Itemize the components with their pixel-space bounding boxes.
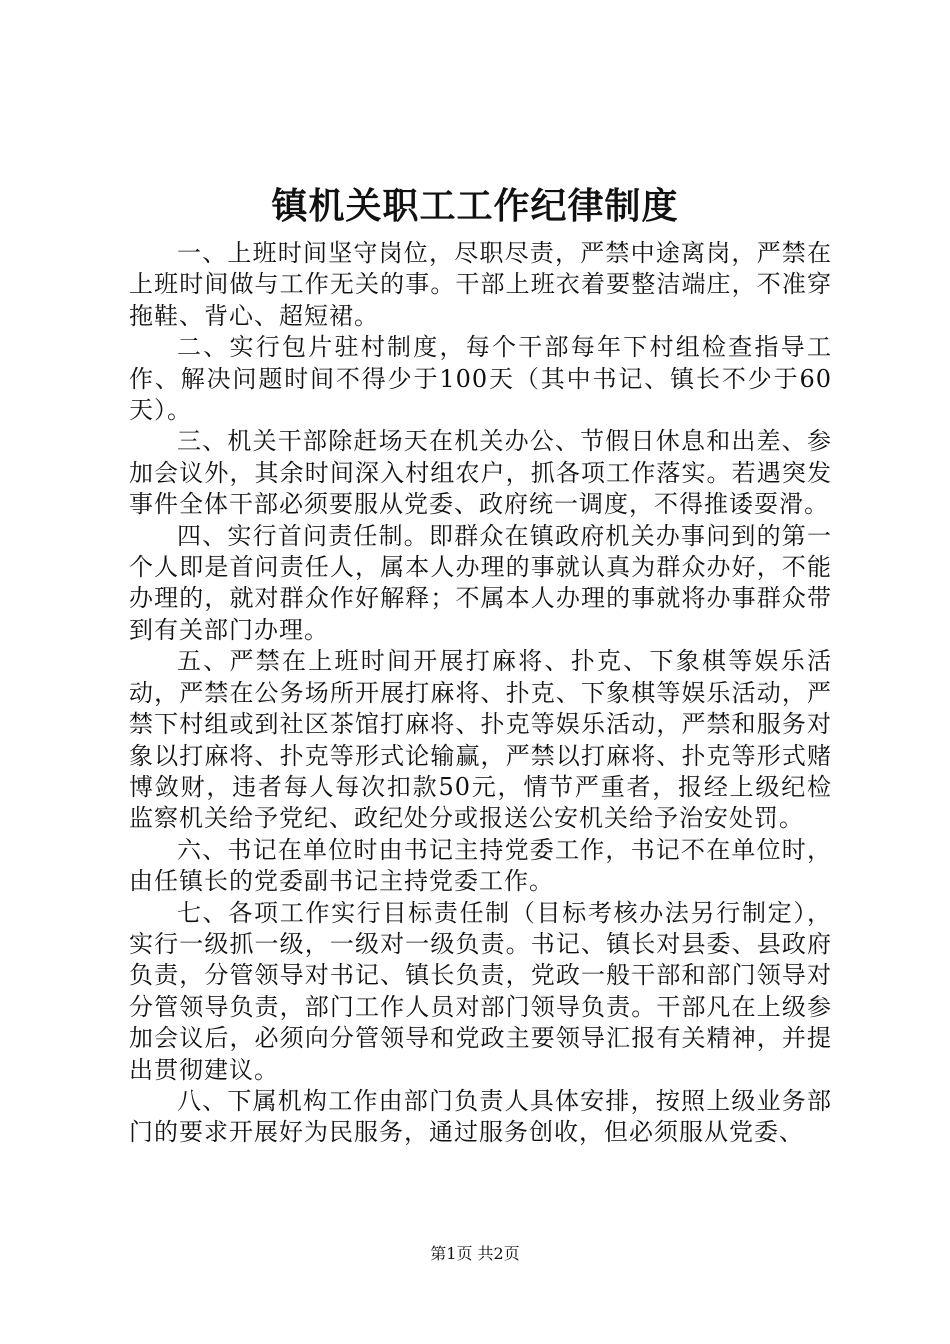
paragraph-8: 八、下属机构工作由部门负责人具体安排，按照上级业务部门的要求开展好为民服务，通过服务创收，但必须服从党委、: [129, 1086, 832, 1147]
document-title: 镇机关职工工作纪律制度: [271, 185, 679, 227]
paragraph-3: 三、机关干部除赶场天在机关办公、节假日休息和出差、参加会议外，其余时间深入村组农户，抓各项工作落实。若遇突发事件全体干部必须要服从党委、政府统一调度，不得推诿耍滑。: [129, 427, 832, 519]
page-footer: 第1页 共2页: [430, 1244, 520, 1263]
paragraph-5: 五、严禁在上班时间开展打麻将、扑克、下象棋等娱乐活动，严禁在公务场所开展打麻将、扑克、下象棋等娱乐活动，严禁下村组或到社区茶馆打麻将、扑克等娱乐活动，严禁和服务对象以打麻将、扑克等形式论输赢，严禁以打麻将、扑克等形式赌博敛财，违者每人每次扣款50元，情节严重者，报经上级纪检监察机关给予党纪、政纪处分或报送公安机关给予治安处罚。: [129, 647, 832, 833]
paragraph-2: 二、实行包片驻村制度，每个干部每年下村组检查指导工作、解决问题时间不得少于100天（其中书记、镇长不少于60天）。: [129, 333, 832, 425]
paragraph-7: 七、各项工作实行目标责任制（目标考核办法另行制定），实行一级抓一级，一级对一级负责。书记、镇长对县委、县政府负责，分管领导对书记、镇长负责，党政一般干部和部门领导对分管领导负责，部门工作人员对部门领导负责。干部凡在上级参加会议后，必须向分管领导和党政主要领导汇报有关精神，并提出贯彻建议。: [129, 898, 832, 1084]
document-body: [129, 238, 832, 1149]
paragraph-4: 四、实行首问责任制。即群众在镇政府机关办事问到的第一个人即是首问责任人，属本人办理的事就认真为群众办好，不能办理的，就对群众作好解释；不属本人办理的事就将办事群众带到有关部门办理。: [129, 521, 832, 644]
paragraph-6: 六、书记在单位时由书记主持党委工作，书记不在单位时，由任镇长的党委副书记主持党委工作。: [129, 835, 832, 896]
paragraph-1: 一、上班时间坚守岗位，尽职尽责，严禁中途离岗，严禁在上班时间做与工作无关的事。干部上班衣着要整洁端庄，不准穿拖鞋、背心、超短裙。: [129, 239, 832, 330]
